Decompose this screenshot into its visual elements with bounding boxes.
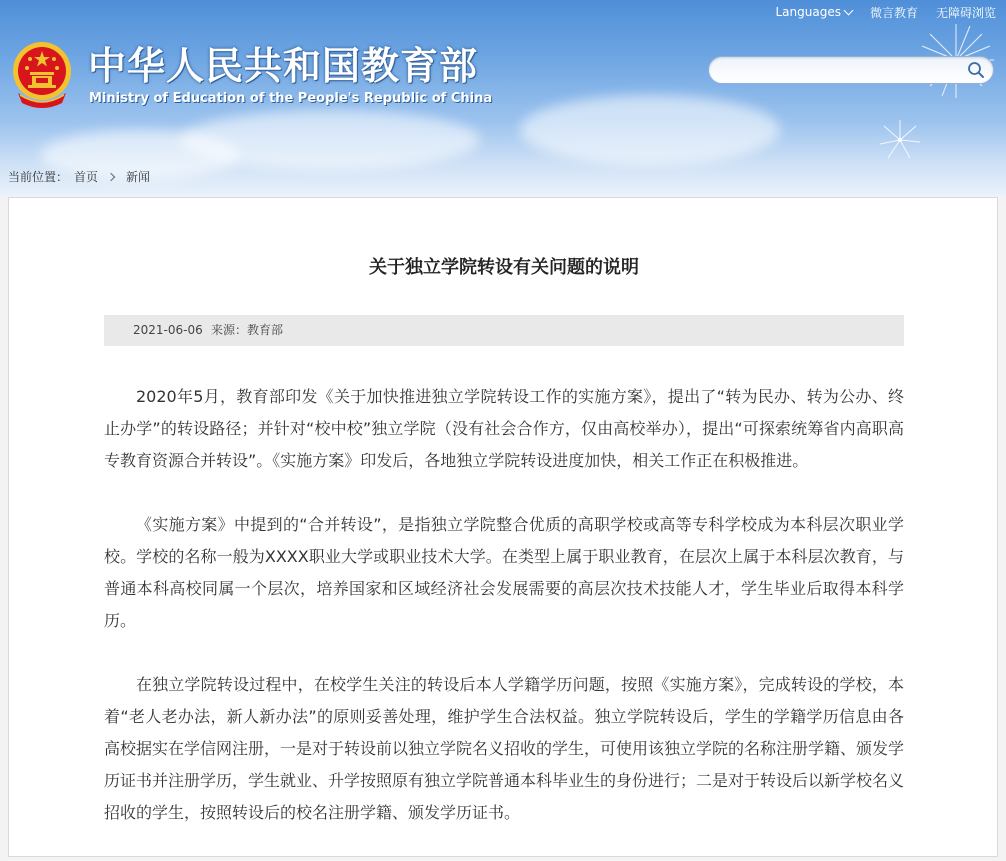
article-paragraph: 在独立学院转设过程中，在校学生关注的转设后本人学籍学历问题，按照《实施方案》，完成转设的学校，本着“老人老办法，新人新办法”的原则妥善处理，维护学生合法权益。独立学院转设后，学生的学籍学历信息由各高校据实在学信网注册，一是对于转设前以独立学院名义招收的学生，可使用该独立学院的名称注册学籍、颁发学历证书并注册学历，学生就业、升学按照原有独立学院普通本科毕业生的身份进行；二是对于转设后以新学校名义招收的学生，按照转设后的校名注册学籍、颁发学历证书。 [104, 675, 905, 822]
article-source: 来源：教育部 [211, 323, 284, 337]
article-paragraph: 《实施方案》中提到的“合并转设”，是指独立学院整合优质的高职学校或高等专科学校成为本科层次职业学校。学校的名称一般为XXXX职业大学或职业技术大学。在类型上属于职业教育，在层次上属于本科层次教育，与普通本科高校同属一个层次，培养国家和区域经济社会发展需要的高层次技术技能人才，学生毕业后取得本科学历。 [104, 515, 904, 630]
breadcrumb-home-link[interactable]: 首页 [74, 170, 99, 184]
accessibility-link[interactable]: 无障碍浏览 [935, 5, 996, 20]
article-meta-bar [104, 315, 904, 346]
weixin-link[interactable]: 微言教育 [869, 5, 918, 20]
article-title: 关于独立学院转设有关问题的说明 [369, 257, 639, 278]
languages-menu[interactable] [775, 5, 851, 19]
chevron-right-icon [107, 172, 115, 180]
dandelion-decoration [860, 20, 1006, 196]
search-box [708, 56, 994, 84]
site-header [0, 0, 1006, 196]
breadcrumb-prefix: 当前位置： [8, 170, 69, 184]
search-icon[interactable] [967, 61, 985, 79]
site-title-cn: 中华人民共和国教育部 [88, 44, 479, 88]
national-emblem-icon[interactable] [10, 41, 74, 109]
article-card [8, 197, 998, 857]
article-body [104, 381, 904, 861]
breadcrumb [8, 168, 150, 185]
chevron-down-icon [844, 5, 854, 15]
cloud-decoration [520, 95, 780, 165]
article-date: 2021-06-06 [133, 323, 203, 337]
languages-label: Languages [775, 5, 841, 19]
top-links [775, 3, 996, 21]
breadcrumb-current-link[interactable]: 新闻 [126, 170, 151, 184]
article-paragraph: 2020年5月，教育部印发《关于加快推进独立学院转设工作的实施方案》，提出了“转为民办、转为公办、终止办学”的转设路径；并针对“校中校”独立学院（没有社会合作方，仅由高校举办），提出“可探索统筹省内高职高专教育资源合并转设”。《实施方案》印发后，各地独立学院转设进度加快，相关工作正在积极推进。 [104, 387, 904, 470]
search-input[interactable] [721, 60, 965, 82]
site-title-en: Ministry of Education of the People's Republic of China [89, 91, 493, 106]
